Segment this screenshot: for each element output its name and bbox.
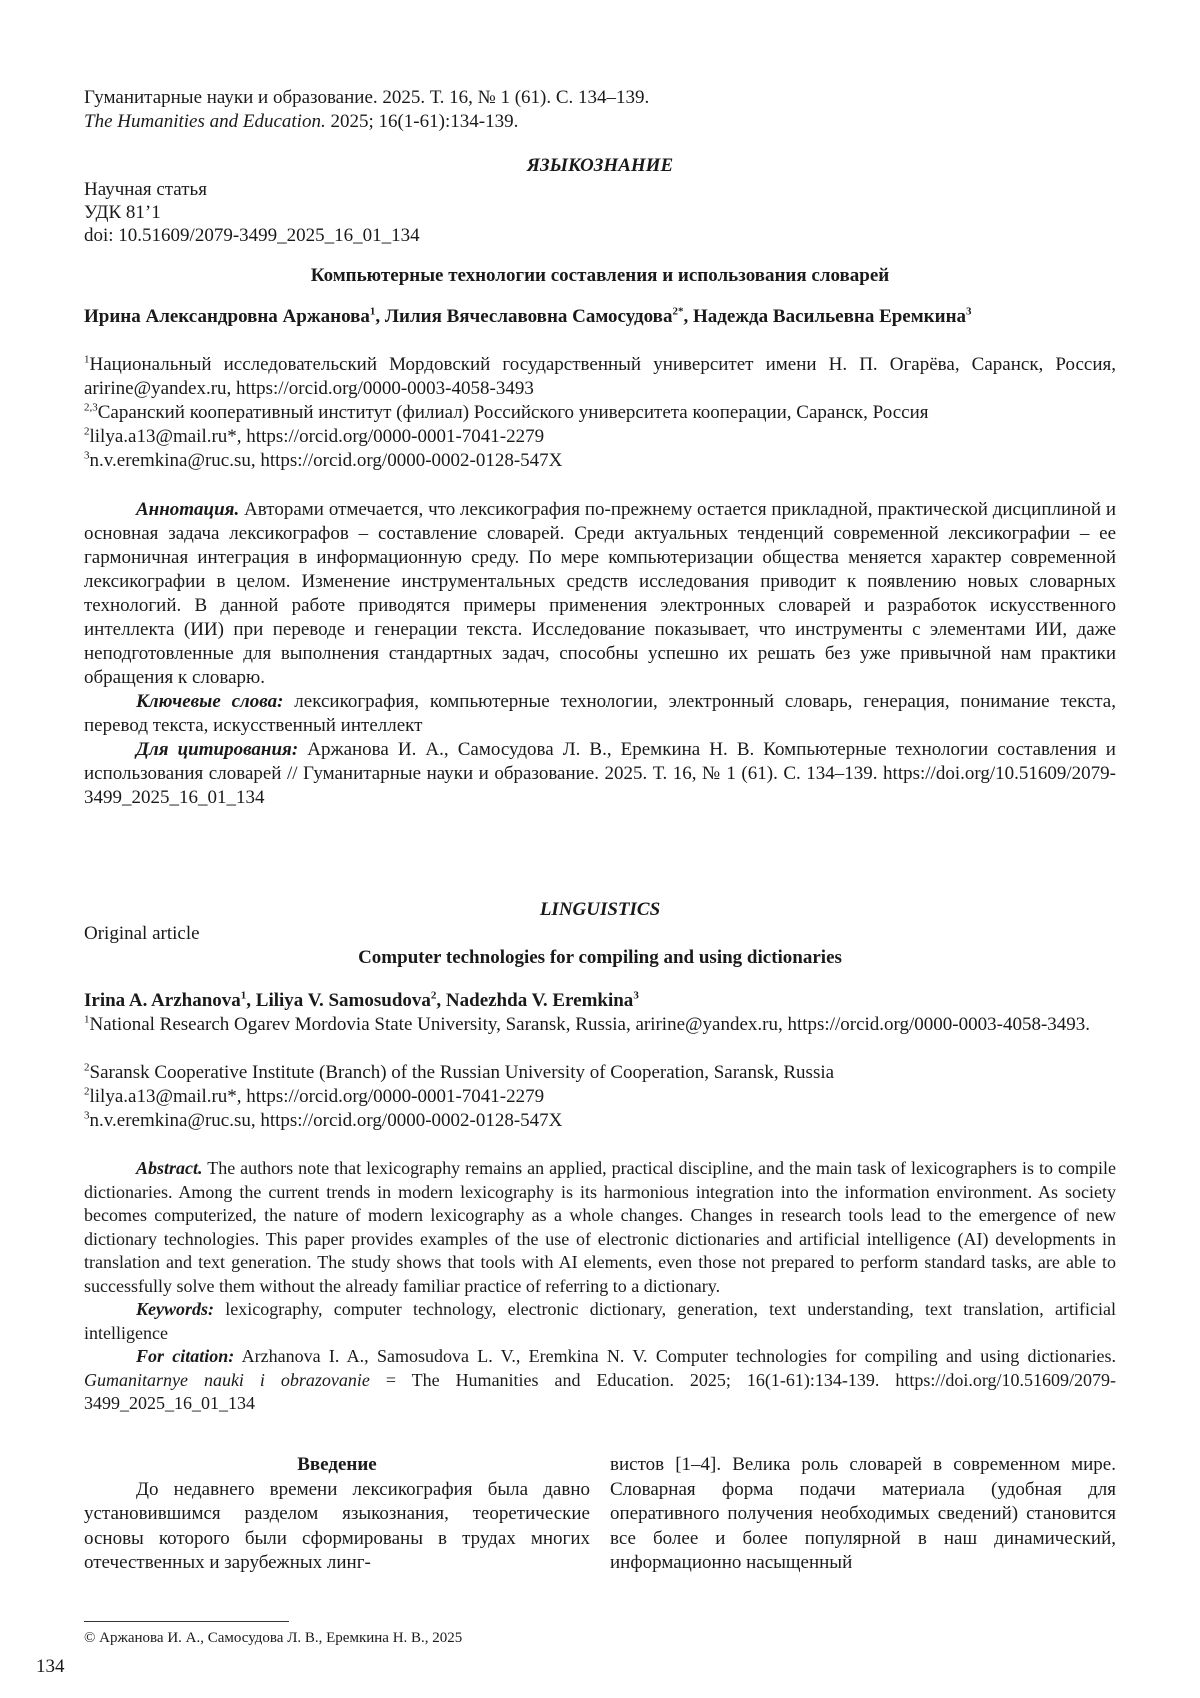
- author-1-ru: Ирина Александровна Аржанова: [84, 306, 370, 327]
- doi-ru: doi: 10.51609/2079-3499_2025_16_01_134: [84, 225, 420, 246]
- email-2-sup: 2: [84, 425, 90, 438]
- abstract-en: [84, 1157, 1116, 1416]
- citation-label-ru: Для цитирования:: [136, 739, 299, 760]
- authors-en: [84, 989, 1116, 1013]
- keywords-label-ru: Ключевые слова:: [136, 691, 284, 712]
- aff-1-en-sup: 1: [84, 1013, 90, 1026]
- authors-ru: [84, 305, 1116, 329]
- affiliation-1-ru: [84, 353, 1116, 401]
- abstract-text-ru: Авторами отмечается, что лексикография по-прежнему остается прикладной, практической дисциплиной и основная задача лексикографов – составление словарей. Среди актуальных тенденций современной лексикографии – ее гармоничная интеграция в информационную среду. По мере компьютеризации общества меняется характер современной лексикографии в целом. Изменение инструментальных средств исследования приводит к появлению новых словарных технологий. В данной работе приводятся примеры применения электронных словарей и разработок искусственного интеллекта (ИИ) при переводе и генерации текста. Исследование показывает, что инструменты с элементами ИИ, даже неподготовленные для выполнения стандартных задач, способны успешно их решать без уже привычной нам практики обращения к словарю.: [84, 499, 1116, 688]
- abstract-label-ru: Аннотация.: [136, 499, 240, 520]
- citation-text-en-b: = The Humanities and Education. 2025; 16(1-61):134-139. https://doi.org/10.51609/2079-3499_2025_16_01_134: [84, 1369, 1116, 1413]
- citation-journal-en: Gumanitarnye nauki i obrazovanie: [84, 1369, 370, 1390]
- article-type-en: Original article: [84, 923, 200, 944]
- citation-text-en-a: Arzhanova I. A., Samosudova L. V., Eremkina N. V. Computer technologies for compiling and using dictionaries.: [234, 1346, 1116, 1366]
- copyright-note: © Аржанова И. А., Самосудова Л. В., Еремкина Н. В., 2025: [84, 1630, 463, 1646]
- citation-label-en: For citation:: [136, 1346, 235, 1366]
- email-2-ru: [84, 425, 1116, 449]
- author-sep-1-en: ,: [246, 990, 256, 1011]
- author-3-ru: Надежда Васильевна Еремкина: [692, 306, 967, 327]
- email-2-en-text: lilya.a13@mail.ru*, https://orcid.org/0000-0001-7041-2279: [89, 1086, 545, 1107]
- section-title-ru: ЯЗЫКОЗНАНИЕ: [526, 155, 674, 176]
- footnote-divider: [84, 1621, 289, 1622]
- author-1-en-sup: 1: [240, 989, 247, 1002]
- journal-reference-en: [84, 110, 1116, 134]
- email-2-en-sup: 2: [84, 1085, 90, 1098]
- affiliation-2-en: [84, 1061, 1116, 1085]
- affiliation-1-en: [84, 1013, 1116, 1037]
- email-3-text: n.v.eremkina@ruc.su, https://orcid.org/0000-0002-0128-547X: [89, 450, 563, 471]
- journal-reference-ru: Гуманитарные науки и образование. 2025. Т. 16, № 1 (61). С. 134–139.: [84, 87, 650, 108]
- email-3-ru: [84, 449, 1116, 473]
- aff-23-text: Саранский кооперативный институт (филиал) Российского университета кооперации, Саранск, Россия: [97, 402, 929, 423]
- abstract-label-en: Abstract.: [136, 1158, 203, 1178]
- body-left-column: [84, 1453, 590, 1576]
- article-title-en: Computer technologies for compiling and using dictionaries: [358, 947, 842, 968]
- email-3-sup: 3: [84, 449, 90, 462]
- keywords-text-ru: лексикография, компьютерные технологии, электронный словарь, генерация, понимание текста, перевод текста, искусственный интеллект: [84, 691, 1116, 736]
- author-sep-2-en: ,: [436, 990, 446, 1011]
- section-title-en: LINGUISTICS: [539, 899, 661, 920]
- journal-volume-en: 2025; 16(1-61):134-139.: [325, 111, 519, 132]
- author-1-en: Irina A. Arzhanova: [84, 990, 241, 1011]
- aff-1-sup: 1: [84, 353, 90, 366]
- author-3-en-sup: 3: [633, 989, 639, 1002]
- author-2-sup: 2*: [672, 305, 684, 318]
- body-right-column: [610, 1453, 1116, 1576]
- citation-text-ru: Аржанова И. А., Самосудова Л. В., Еремкина Н. В. Компьютерные технологии составления и использования словарей // Гуманитарные науки и образование. 2025. Т. 16, № 1 (61). С. 134–139. https://doi.org/10.51609/2079-3499_2025_16_01_134: [84, 739, 1116, 808]
- author-2-en: Liliya V. Samosudova: [255, 990, 431, 1011]
- keywords-text-en: lexicography, computer technology, electronic dictionary, generation, text understanding, text translation, artificial intelligence: [84, 1299, 1116, 1343]
- affiliation-2-ru: [84, 401, 1116, 425]
- page-number: 134: [36, 1656, 65, 1677]
- author-2-en-sup: 2: [430, 989, 437, 1002]
- aff-1-text: Национальный исследовательский Мордовский государственный университет имени Н. П. Огарёва, Саранск, Россия, aririne@yandex.ru, https://orcid.org/0000-0003-4058-3493: [84, 354, 1116, 399]
- author-2-ru: Лилия Вячеславовна Самосудова: [384, 306, 673, 327]
- author-3-en: Nadezhda V. Eremkina: [445, 990, 634, 1011]
- keywords-label-en: Keywords:: [136, 1299, 214, 1319]
- article-type-ru: Научная статья: [84, 179, 207, 200]
- article-title-ru: Компьютерные технологии составления и использования словарей: [310, 265, 890, 286]
- udc-code: УДК 81’1: [84, 202, 161, 223]
- author-sep-1: ,: [375, 306, 385, 327]
- email-3-en: [84, 1109, 1116, 1133]
- author-3-sup: 3: [966, 305, 972, 318]
- author-sep-2: ,: [683, 306, 693, 327]
- abstract-text-en: The authors note that lexicography remains an applied, practical discipline, and the main task of lexicographers is to compile dictionaries. Among the current trends in modern lexicography is its harmonious integration into the information environment. As society becomes computerized, the nature of modern lexicography as a whole changes. Changes in research tools lead to the emergence of new dictionary technologies. This paper provides examples of the use of electronic dictionaries and artificial intelligence (AI) developments in translation and text generation. The study shows that tools with AI elements, even those not prepared to perform standard tasks, are able to successfully solve them without the already familiar practice of referring to a dictionary.: [84, 1158, 1116, 1296]
- abstract-ru: [84, 498, 1116, 810]
- email-3-en-sup: 3: [84, 1109, 90, 1122]
- email-2-text: lilya.a13@mail.ru*, https://orcid.org/0000-0001-7041-2279: [89, 426, 545, 447]
- intro-heading: Введение: [297, 1454, 377, 1475]
- aff-2-en-text: Saransk Cooperative Institute (Branch) of the Russian University of Cooperation, Saransk, Russia: [89, 1062, 835, 1083]
- email-3-en-text: n.v.eremkina@ruc.su, https://orcid.org/0000-0002-0128-547X: [89, 1110, 563, 1131]
- aff-2-en-sup: 2: [84, 1061, 90, 1074]
- intro-paragraph-right: вистов [1–4]. Велика роль словарей в современном мире. Словарная форма подачи материала (удобная для оперативного получения необходимых сведений) становится все более и более популярной в наш динамический, информационно насыщенный: [610, 1454, 1116, 1573]
- email-2-en: [84, 1085, 1116, 1109]
- aff-1-en-text: National Research Ogarev Mordovia State University, Saransk, Russia, aririne@yandex.ru, https://orcid.org/0000-0003-4058-3493.: [89, 1014, 1091, 1035]
- author-1-sup: 1: [369, 305, 376, 318]
- journal-name-en: The Humanities and Education.: [84, 111, 326, 132]
- intro-paragraph-left: До недавнего времени лексикография была давно установившимся разделом языкознания, теоретические основы которого были сформированы в трудах многих отечественных и зарубежных линг-: [84, 1478, 590, 1573]
- aff-23-sup: 2,3: [84, 401, 98, 414]
